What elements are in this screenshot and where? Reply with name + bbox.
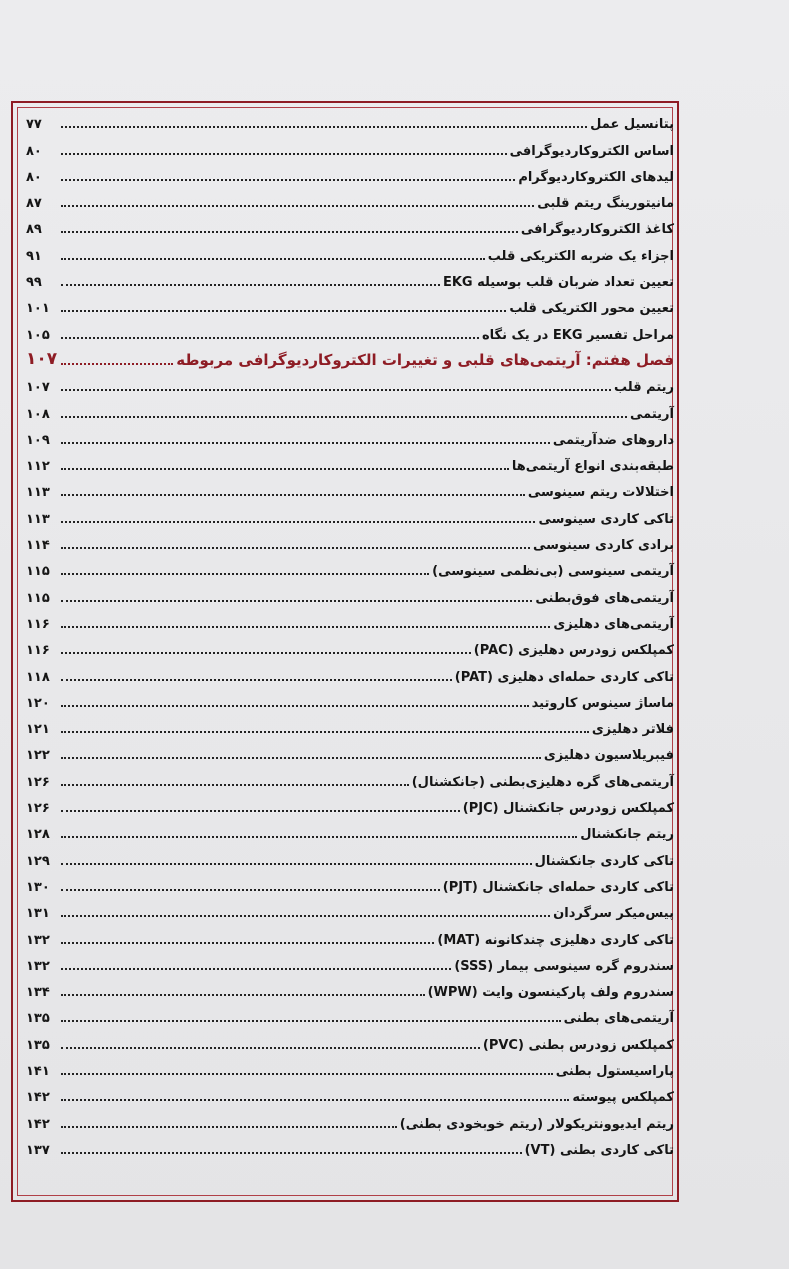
table-of-contents	[26, 108, 674, 1160]
toc-dot-leader	[61, 731, 589, 733]
toc-entry	[26, 687, 674, 713]
toc-entry-title: اساس الکتروکاردیوگرافی	[509, 143, 674, 159]
toc-page-number: ۱۱۲	[26, 459, 50, 475]
toc-entry	[26, 318, 674, 344]
toc-entry	[26, 1081, 674, 1107]
toc-page-number: ۱۴۲	[26, 1116, 50, 1132]
toc-dot-leader	[61, 784, 409, 786]
toc-entry-title: پاراسیستول بطنی	[555, 1063, 674, 1079]
toc-entry	[26, 555, 674, 581]
toc-dot-leader	[61, 968, 451, 970]
toc-entry-title: تاکی کاردی حمله‌ای دهلیزی (PAT)	[454, 669, 674, 685]
toc-entry-title: تاکی کاردی جانکشنال	[534, 853, 674, 869]
toc-dot-leader	[61, 1020, 561, 1022]
toc-entry-title: پتانسیل عمل	[590, 117, 674, 133]
toc-dot-leader	[61, 1152, 522, 1154]
toc-dot-leader	[61, 389, 611, 391]
toc-page-number: ۱۳۷	[26, 1142, 50, 1158]
toc-entry-title: فیبریلاسیون دهلیزی	[543, 748, 674, 764]
toc-dot-leader	[61, 573, 429, 575]
toc-entry-title: فلاتر دهلیزی	[591, 722, 674, 738]
toc-entry-title: اختلالات ریتم سینوسی	[527, 485, 674, 501]
toc-entry-title: لیدهای الکتروکاردیوگرام	[518, 169, 674, 185]
toc-entry	[26, 897, 674, 923]
toc-entry-title: تعیین تعداد ضربان قلب بوسیله EKG	[442, 275, 674, 291]
toc-entry	[26, 161, 674, 187]
toc-entry	[26, 713, 674, 739]
toc-dot-leader	[61, 205, 534, 207]
toc-page-number: ۸۷	[26, 196, 42, 212]
toc-entry-title: آریتمی	[630, 406, 674, 422]
toc-page-number: ۱۱۳	[26, 485, 50, 501]
toc-dot-leader	[61, 363, 173, 365]
toc-entry	[26, 871, 674, 897]
toc-entry-title: مانیتورینگ ریتم قلبی	[537, 196, 674, 212]
toc-dot-leader	[61, 310, 506, 312]
toc-dot-leader	[61, 416, 627, 418]
toc-entry	[26, 792, 674, 818]
toc-entry-title: مراحل تفسیر EKG در یک نگاه	[481, 327, 674, 343]
toc-page-number: ۱۰۷	[26, 348, 58, 369]
toc-dot-leader	[61, 231, 518, 233]
toc-entry	[26, 292, 674, 318]
toc-dot-leader	[61, 757, 541, 759]
toc-entry	[26, 134, 674, 160]
toc-entry	[26, 239, 674, 265]
toc-dot-leader	[61, 626, 550, 628]
toc-dot-leader	[61, 284, 440, 286]
toc-dot-leader	[61, 994, 425, 996]
toc-page-number: ۱۰۷	[26, 380, 50, 396]
toc-page-number: ۱۲۲	[26, 748, 50, 764]
toc-page-number: ۱۱۶	[26, 643, 50, 659]
toc-dot-leader	[61, 810, 460, 812]
toc-entry-title: تاکی کاردی دهلیزی چندکانونه (MAT)	[437, 932, 674, 948]
toc-page-number: ۸۹	[26, 222, 42, 238]
toc-dot-leader	[61, 1099, 569, 1101]
toc-entry	[26, 1028, 674, 1054]
toc-entry	[26, 1055, 674, 1081]
toc-dot-leader	[61, 652, 471, 654]
toc-entry	[26, 1002, 674, 1028]
toc-entry	[26, 765, 674, 791]
toc-entry	[26, 108, 674, 134]
toc-page-number: ۱۳۰	[26, 879, 50, 895]
toc-dot-leader	[61, 1126, 397, 1128]
toc-entry-title: داروهای ضدآریتمی	[552, 432, 674, 448]
toc-page-number: ۱۱۴	[26, 538, 50, 554]
toc-page-number: ۱۰۱	[26, 301, 50, 317]
toc-page-number: ۱۴۱	[26, 1063, 50, 1079]
toc-dot-leader	[61, 547, 530, 549]
toc-page-number: ۸۰	[26, 169, 42, 185]
toc-entry-title: ماساژ سینوس کاروتید	[531, 695, 674, 711]
toc-dot-leader	[61, 942, 434, 944]
toc-page-number: ۹۱	[26, 248, 42, 264]
toc-entry-title: کاغذ الکتروکاردیوگرافی	[520, 222, 674, 238]
toc-page-number: ۱۱۳	[26, 511, 50, 527]
toc-dot-leader	[61, 126, 587, 128]
toc-dot-leader	[61, 153, 507, 155]
toc-page-number: ۹۹	[26, 275, 42, 291]
toc-entry	[26, 976, 674, 1002]
toc-entry-title: آریتمی‌های بطنی	[563, 1011, 674, 1027]
toc-entry-title: ریتم ایدیوونتریکولار (ریتم خوبخودی بطنی)	[399, 1116, 674, 1132]
toc-entry	[26, 739, 674, 765]
toc-page-number: ۸۰	[26, 143, 42, 159]
toc-page-number: ۱۱۸	[26, 669, 50, 685]
toc-entry	[26, 371, 674, 397]
toc-dot-leader	[61, 915, 550, 917]
toc-dot-leader	[61, 179, 515, 181]
toc-entry	[26, 502, 674, 528]
toc-dot-leader	[61, 521, 535, 523]
toc-entry-title: آریتمی‌های گره دهلیزی‌بطنی (جانکشنال)	[411, 774, 674, 790]
toc-entry-title: کمپلکس زودرس جانکشنال (PJC)	[462, 801, 674, 817]
toc-page-number: ۱۳۲	[26, 932, 50, 948]
toc-page-number: ۱۴۲	[26, 1090, 50, 1106]
toc-entry	[26, 950, 674, 976]
toc-entry	[26, 660, 674, 686]
toc-entry-title: آریتمی سینوسی (بی‌نظمی سینوسی)	[432, 564, 674, 580]
toc-entry	[26, 844, 674, 870]
toc-entry-title: فصل هفتم: آریتمی‌های قلبی و تغییرات الکتروکاردیوگرافی مربوطه	[176, 350, 674, 369]
toc-entry-title: کمپلکس زودرس بطنی (PVC)	[482, 1037, 674, 1053]
toc-page-number: ۱۳۵	[26, 1037, 50, 1053]
toc-entry	[26, 424, 674, 450]
toc-page-number: ۱۱۵	[26, 564, 50, 580]
toc-page-number: ۱۲۸	[26, 827, 50, 843]
toc-entry	[26, 1107, 674, 1133]
toc-dot-leader	[61, 1047, 480, 1049]
toc-dot-leader	[61, 258, 485, 260]
toc-page-number: ۱۳۴	[26, 985, 50, 1001]
toc-page-number: ۱۱۶	[26, 616, 50, 632]
toc-page-number: ۱۲۶	[26, 774, 50, 790]
toc-chapter-heading	[26, 345, 674, 371]
toc-entry	[26, 213, 674, 239]
toc-entry-title: سندروم گره سینوسی بیمار (SSS)	[454, 958, 674, 974]
toc-entry	[26, 923, 674, 949]
toc-dot-leader	[61, 836, 577, 838]
toc-entry-title: آریتمی‌های دهلیزی	[553, 616, 674, 632]
toc-page-number: ۱۲۶	[26, 801, 50, 817]
toc-entry-title: ریتم جانکشنال	[580, 827, 674, 843]
toc-page-number: ۱۳۵	[26, 1011, 50, 1027]
toc-entry-title: تاکی کاردی حمله‌ای جانکشنال (PJT)	[442, 879, 674, 895]
toc-entry	[26, 450, 674, 476]
toc-entry-title: کمپلکس پیوسته	[572, 1090, 674, 1106]
toc-page-number: ۱۰۸	[26, 406, 50, 422]
toc-page-number: ۱۱۵	[26, 590, 50, 606]
toc-entry-title: پیس‌میکر سرگردان	[553, 906, 674, 922]
toc-entry	[26, 397, 674, 423]
toc-page-number: ۱۳۱	[26, 906, 50, 922]
toc-entry	[26, 634, 674, 660]
toc-dot-leader	[61, 468, 509, 470]
toc-entry-title: کمپلکس زودرس دهلیزی (PAC)	[473, 643, 674, 659]
toc-entry-title: برادی کاردی سینوسی	[532, 538, 674, 554]
toc-dot-leader	[61, 442, 550, 444]
toc-page-number: ۷۷	[26, 117, 42, 133]
toc-page-number: ۱۰۹	[26, 432, 50, 448]
toc-dot-leader	[61, 679, 452, 681]
toc-entry-title: تعیین محور الکتریکی قلب	[509, 301, 674, 317]
toc-dot-leader	[61, 889, 440, 891]
toc-page-number: ۱۲۰	[26, 695, 50, 711]
toc-page-number: ۱۲۱	[26, 722, 50, 738]
toc-entry	[26, 476, 674, 502]
toc-entry	[26, 818, 674, 844]
toc-entry-title: آریتمی‌های فوق‌بطنی	[535, 590, 674, 606]
toc-entry	[26, 187, 674, 213]
toc-entry	[26, 1134, 674, 1160]
toc-page-number: ۱۰۵	[26, 327, 50, 343]
toc-dot-leader	[61, 1073, 553, 1075]
toc-page-number: ۱۲۹	[26, 853, 50, 869]
toc-dot-leader	[61, 600, 532, 602]
toc-page-number: ۱۳۲	[26, 958, 50, 974]
toc-entry-title: تاکی کاردی سینوسی	[538, 511, 674, 527]
toc-dot-leader	[61, 705, 529, 707]
toc-entry	[26, 581, 674, 607]
toc-entry-title: ریتم قلب	[614, 380, 674, 396]
toc-entry-title: طبقه‌بندی انواع آریتمی‌ها	[511, 459, 674, 475]
toc-entry-title: اجزاء یک ضربه الکتریکی قلب	[487, 248, 674, 264]
toc-dot-leader	[61, 337, 479, 339]
toc-entry-title: تاکی کاردی بطنی (VT)	[524, 1142, 674, 1158]
toc-dot-leader	[61, 863, 532, 865]
toc-entry	[26, 529, 674, 555]
toc-entry-title: سندروم ولف پارکینسون وایت (WPW)	[427, 985, 674, 1001]
toc-entry	[26, 608, 674, 634]
toc-dot-leader	[61, 494, 525, 496]
toc-entry	[26, 266, 674, 292]
